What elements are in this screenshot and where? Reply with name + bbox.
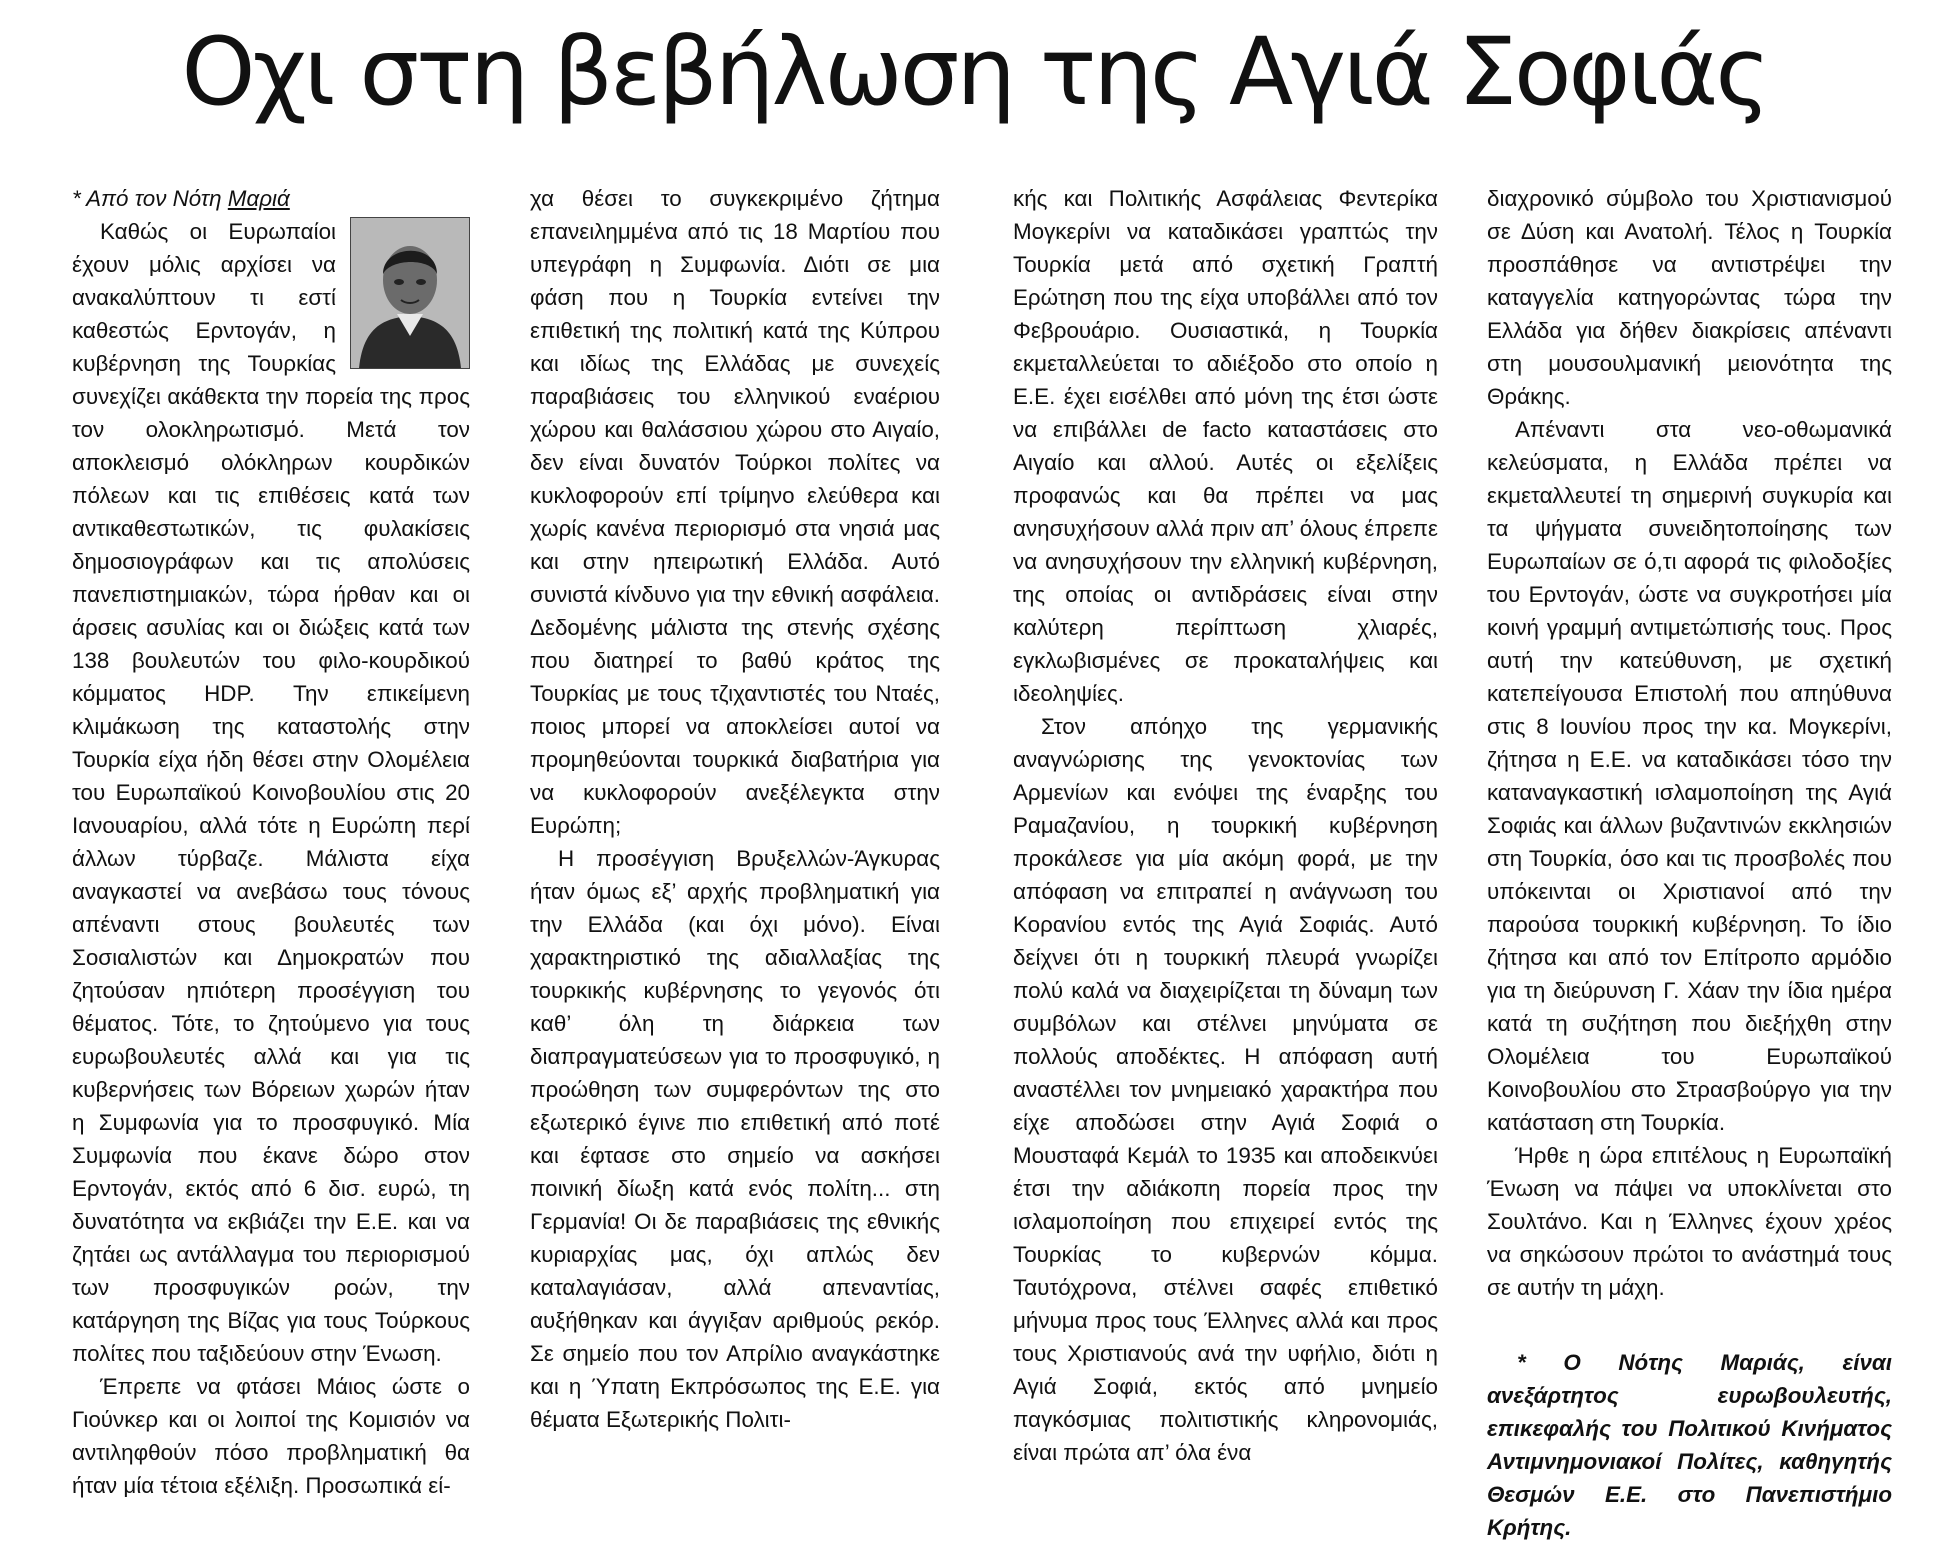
paragraph: Έπρεπε να φτάσει Μάιος ώστε ο Γιούνκερ και οι λοιποί της Κομισιόν να αντιληφθούν πόσο προβληματική θα ήταν μία τέτοια εξέλιξη. Προσωπικά εί- <box>72 1374 470 1498</box>
article-column-1 <box>72 182 470 1502</box>
author-portrait-image <box>351 218 469 368</box>
paragraph: χα θέσει το συγκεκριμένο ζήτημα επανειλημμένα από τις 18 Μαρτίου που υπεγράφη η Συμφωνία. Διότι σε μια φάση που η Τουρκία εντείνει την επιθετική της πολιτική κατά της Κύπρου και ιδίως της Ελλάδας με συνεχείς παραβιάσεις του ελληνικού εναέριου χώρου και θαλάσσιου χώρου στο Αιγαίο, δεν είναι δυνατόν Τούρκοι πολίτες να κυκλοφορούν επί τρίμηνο ελεύθερα και χωρίς κανένα περιορισμό στα νησιά μας και στην ηπειρωτική Ελλάδα. Αυτό συνιστά κίνδυνο για την εθνική ασφάλεια. Δεδομένης μάλιστα της στενής σχέσης που διατηρεί το βαθύ κράτος της Τουρκίας με τους τζιχαντιστές του Νταές, ποιος μπορεί να αποκλείσει αυτοί να προμηθεύονται τουρκικά διαβατήρια για να κυκλοφορούν ανεξέλεγκτα στην Ευρώπη; <box>530 186 940 838</box>
author-note: * Ο Νότης Μαριάς, είναι ανεξάρτητος ευρωβουλευτής, επικεφαλής του Πολιτικού Κινήματος Αντιμνημονιακοί Πολίτες, καθηγητής Θεσμών Ε.Ε. στο Πανεπιστήμιο Κρήτης. <box>1487 1350 1892 1540</box>
article-column-3 <box>1013 182 1438 1469</box>
paragraph: Στον απόηχο της γερμανικής αναγνώρισης της γενοκτονίας των Αρμενίων και ενόψει της έναρξης του Ραμαζανίου, η τουρκική κυβέρνηση προκάλεσε για μία ακόμη φορά, με την απόφαση να επιτραπεί η ανάγνωση του Κορανίου εντός της Αγιά Σοφιάς. Αυτό δείχνει ότι η τουρκική πλευρά γνωρίζει πολύ καλά να διαχειρίζεται τη δύναμη των συμβόλων και στέλνει μηνύματα σε πολλούς αποδέκτες. Η απόφαση αυτή αναστέλλει τον μνημειακό χαρακτήρα που είχε αποδώσει στην Αγιά Σοφιά ο Μουσταφά Κεμάλ το 1935 και αποδεικνύει έτσι την αδιάκοπη πορεία προς την ισλαμοποίηση που επιχειρεί εντός της Τουρκίας το κυβερνών κόμμα. Ταυτόχρονα, στέλνει σαφές επιθετικό μήνυμα προς τους Έλληνες αλλά και προς τους Χριστιανούς ανά την υφήλιο, διότι η Αγιά Σοφιά, εκτός από μνημείο παγκόσμιας πολιτιστικής κληρονομιάς, είναι πρώτα απ’ όλα ένα <box>1013 714 1438 1465</box>
paragraph: Ήρθε η ώρα επιτέλους η Ευρωπαϊκή Ένωση να πάψει να υποκλίνεται στο Σουλτάνο. Και η Έλληνες έχουν χρέος να σηκώσουν πρώτοι το ανάστημά τους σε αυτήν τη μάχη. <box>1487 1143 1892 1300</box>
paragraph: Απέναντι στα νεο-οθωμανικά κελεύσματα, η Ελλάδα πρέπει να εκμεταλλευτεί τη σημερινή συγκυρία και τα ψήγματα συνειδητοποίησης των Ευρωπαίων σε ό,τι αφορά τις φιλοδοξίες του Ερντογάν, ώστε να συγκροτήσει μία κοινή γραμμή αντιμετώπισής τους. Προς αυτή την κατεύθυνση, με σχετική κατεπείγουσα Επιστολή που απηύθυνα στις 8 Ιουνίου προς την κα. Μογκερίνι, ζήτησα η Ε.Ε. να καταδικάσει τόσο την καταναγκαστική ισλαμοποίηση της Αγιά Σοφιάς και άλλων βυζαντινών εκκλησιών στη Τουρκία, όσο και τις προσβολές που υπόκεινται οι Χριστιανοί από την παρούσα τουρκική κυβέρνηση. Το ίδιο ζήτησα και από τον Επίτροπο αρμόδιο για τη διεύρυνση Γ. Χάαν την ίδια ημέρα κατά τη συζήτηση που διεξήχθη στην Ολομέλεια του Ευρωπαϊκού Κοινοβουλίου στο Στρασβούργο για την κατάσταση στη Τουρκία. <box>1487 417 1892 1135</box>
paragraph: διαχρονικό σύμβολο του Χριστιανισμού σε Δύση και Ανατολή. Τέλος η Τουρκία προσπάθησε να αντιστρέψει την καταγγελία κατηγορώντας τώρα την Ελλάδα για δήθεν διακρίσεις απέναντι στη μουσουλμανική μειονότητα της Θράκης. <box>1487 186 1892 409</box>
article-column-4 <box>1487 182 1892 1544</box>
byline-prefix: * Από τον Νότη <box>72 186 228 211</box>
headline: Οχι στη βεβήλωση της Αγιά Σοφιάς <box>181 18 1768 127</box>
paragraph: κής και Πολιτικής Ασφάλειας Φεντερίκα Μογκερίνι να καταδικάσει γραπτώς την Τουρκία μετά από σχετική Γραπτή Ερώτηση που της είχα υποβάλλει από τον Φεβρουάριο. Ουσιαστικά, η Τουρκία εκμεταλλεύεται το αδιέξοδο στο οποίο η Ε.Ε. έχει εισέλθει από μόνη της έτσι ώστε να επιβάλλει de facto καταστάσεις στο Αιγαίο και αλλού. Αυτές οι εξελίξεις προφανώς και θα πρέπει να μας ανησυχήσουν αλλά πριν απ’ όλους έπρεπε να ανησυχήσουν την ελληνική κυβέρνηση, της οποίας οι αντιδράσεις είναι στην καλύτερη περίπτωση χλιαρές, εγκλωβισμένες σε προκαταλήψεις και ιδεοληψίες. <box>1013 186 1438 706</box>
article-column-2 <box>530 182 940 1436</box>
author-photo <box>350 217 470 369</box>
paragraph: Καθώς οι Ευρωπαίοι έχουν μόλις αρχίσει να ανακαλύπτουν τι εστί καθεστώς Ερντογάν, η κυβέρνηση της Τουρκίας συνεχίζει ακάθεκτα την πορεία της προς τον ολοκληρωτισμό. Μετά τον αποκλεισμό ολόκληρων κουρδικών πόλεων και τις επιθέσεις κατά των αντικαθεστωτικών, τις φυλακίσεις δημοσιογράφων και τις απολύσεις πανεπιστημιακών, τώρα ήρθαν και οι άρσεις ασυλίας και οι διώξεις κατά των 138 βουλευτών του φιλο-κουρδικού κόμματος HDP. Την επικείμενη κλιμάκωση της καταστολής στην Τουρκία είχα ήδη θέσει στην Ολομέλεια του Ευρωπαϊκού Κοινοβουλίου στις 20 Ιανουαρίου, αλλά τότε η Ευρώπη περί άλλων τύρβαζε. Μάλιστα είχα αναγκαστεί να ανεβάσω τους τόνους απέναντι στους βουλευτές των Σοσιαλιστών και Δημοκρατών που ζητούσαν ηπιότερη προσέγγιση του θέματος. Τότε, το ζητούμενο για τους ευρωβουλευτές αλλά και για τις κυβερνήσεις των Βόρειων χωρών ήταν η Συμφωνία για το προσφυγικό. Μία Συμφωνία που έκανε δώρο στον Ερντογάν, εκτός από 6 δισ. ευρώ, τη δυνατότητα να εκβιάζει την Ε.Ε. και να ζητάει ως αντάλλαγμα του περιορισμού των προσφυγικών ροών, την κατάργηση της Βίζας για τους Τούρκους πολίτες που ταξιδεύουν στην Ένωση. <box>72 219 470 1366</box>
byline <box>72 182 470 215</box>
byline-author-name: Μαριά <box>227 186 290 211</box>
paragraph: Η προσέγγιση Βρυξελλών-Άγκυρας ήταν όμως εξ’ αρχής προβληματική για την Ελλάδα (και όχι μόνο). Είναι χαρακτηριστικό της αδιαλλαξίας της τουρκικής κυβέρνησης το γεγονός ότι καθ’ όλη τη διάρκεια των διαπραγματεύσεων για το προσφυγικό, η προώθηση των συμφερόντων της στο εξωτερικό έγινε πιο επιθετική από ποτέ και έφτασε στο σημείο να ασκήσει ποινική δίωξη κατά ενός πολίτη... στη Γερμανία! Οι δε παραβιάσεις της εθνικής κυριαρχίας μας, όχι απλώς δεν καταλαγιάσαν, αλλά απεναντίας, αυξήθηκαν και άγγιξαν αριθμούς ρεκόρ. Σε σημείο που τον Απρίλιο αναγκάστηκε και η Ύπατη Εκπρόσωπος της Ε.Ε. για θέματα Εξωτερικής Πολιτι- <box>530 846 940 1432</box>
